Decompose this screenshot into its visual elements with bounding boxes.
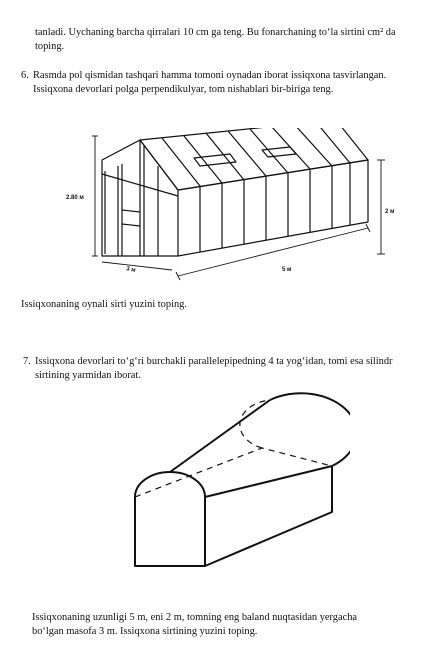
problem-7-question-line-2: bo‘lgan masofa 3 m. Issiqxona sirtining yuzini toping. — [32, 626, 258, 637]
length-label: 5 м — [282, 267, 292, 273]
width-label: 3 м — [125, 266, 137, 274]
problem-7-text — [23, 355, 441, 383]
problem-6-line-1: Rasmda pol qismidan tashqari hamma tomoni oynadan iborat issiqxona tasvirlangan. — [33, 70, 387, 81]
side-height-label: 2 м — [385, 209, 395, 215]
greenhouse-figure — [60, 128, 405, 288]
half-cylinder-greenhouse-figure — [120, 390, 350, 570]
problem-6-line-2: Issiqxona devorlari polga perpendikulyar, tom nishablari bir-biriga teng. — [33, 84, 334, 95]
problem-7-line-2: sirtining yarmidan iborat. — [35, 370, 141, 381]
intro-line-2: toping. — [35, 41, 65, 52]
problem-7-question-line-1: Issiqxonaning uzunligi 5 m, eni 2 m, tomning eng baland nuqtasidan yergacha — [32, 612, 358, 623]
height-label: 2.80 м — [66, 195, 84, 201]
intro-paragraph — [35, 26, 435, 54]
problem-7-question — [32, 611, 432, 639]
problem-6-question: Issiqxonaning oynali sirti yuzini toping. — [21, 299, 187, 310]
problem-6-text — [21, 69, 439, 97]
problem-6-number: 6. — [21, 70, 29, 81]
problem-7-number: 7. — [23, 356, 31, 367]
problem-7-line-1: Issiqxona devorlari to‘g‘ri burchakli parallelepipedning 4 ta yog‘idan, tomi esa silindr — [35, 356, 393, 367]
intro-line-1: tanladi. Uychaning barcha qirralari 10 cm ga teng. Bu fonarchaning to‘la sirtini cm² da — [35, 27, 396, 38]
